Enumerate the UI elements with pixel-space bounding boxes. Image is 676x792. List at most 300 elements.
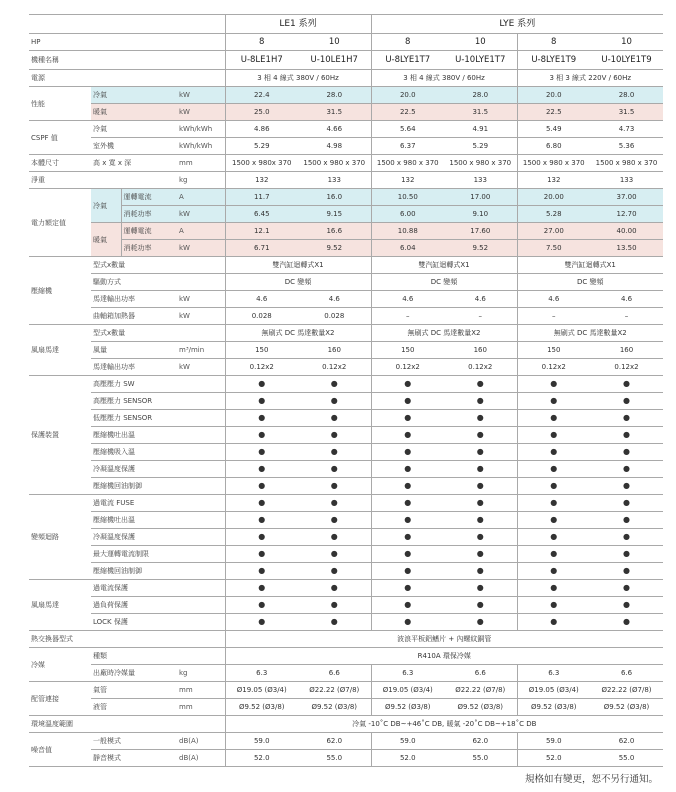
value-cell: 31.5 bbox=[590, 104, 663, 121]
spec-table bbox=[29, 14, 663, 767]
hp-row bbox=[29, 34, 663, 51]
row-label: 本體尺寸 bbox=[29, 155, 91, 172]
value-cell: 59.0 bbox=[517, 733, 590, 750]
hx-row bbox=[29, 631, 663, 648]
value-cell: 20.0 bbox=[517, 87, 590, 104]
value-cell: 10.50 bbox=[371, 189, 444, 206]
value-cell: 17.00 bbox=[444, 189, 517, 206]
fan-protection-row bbox=[29, 580, 663, 597]
value-cell: 22.5 bbox=[517, 104, 590, 121]
bullet-cell: ● bbox=[298, 563, 371, 580]
bullet-cell: ● bbox=[371, 529, 444, 546]
bullet-cell: ● bbox=[371, 580, 444, 597]
value-cell: 4.6 bbox=[444, 291, 517, 308]
elec-cool-power-row bbox=[29, 206, 663, 223]
value-cell: 20.0 bbox=[371, 87, 444, 104]
unit-cell bbox=[177, 393, 225, 410]
bullet-cell: ● bbox=[590, 546, 663, 563]
bullet-cell: ● bbox=[517, 512, 590, 529]
bullet-cell: ● bbox=[590, 444, 663, 461]
bullet-cell: ● bbox=[444, 393, 517, 410]
row-label: 變頻迴路 bbox=[29, 495, 91, 580]
value-cell: 波浪平板鋁鰭片 + 內螺紋銅管 bbox=[225, 631, 663, 648]
bullet-cell: ● bbox=[225, 461, 298, 478]
value-cell: 150 bbox=[517, 342, 590, 359]
sub-label: 壓縮機回油制御 bbox=[91, 563, 177, 580]
unit-cell: dB(A) bbox=[177, 733, 225, 750]
bullet-cell: ● bbox=[298, 478, 371, 495]
bullet-cell: ● bbox=[225, 410, 298, 427]
unit-cell bbox=[177, 444, 225, 461]
bullet-cell: ● bbox=[371, 495, 444, 512]
value-cell: 雙汽缸迴轉式X1 bbox=[371, 257, 517, 274]
series-lye: LYE 系列 bbox=[371, 15, 663, 34]
value-cell: 5.36 bbox=[590, 138, 663, 155]
bullet-cell: ● bbox=[225, 444, 298, 461]
bullet-cell: ● bbox=[590, 529, 663, 546]
value-cell: Ø9.52 (Ø3/8) bbox=[590, 699, 663, 716]
value-cell: 1500 x 980 x 370 bbox=[590, 155, 663, 172]
value-cell: 6.04 bbox=[371, 240, 444, 257]
bullet-cell: ● bbox=[590, 563, 663, 580]
bullet-cell: ● bbox=[371, 393, 444, 410]
pipe-gas-row bbox=[29, 682, 663, 699]
bullet-cell: ● bbox=[444, 444, 517, 461]
value-cell: 0.12x2 bbox=[371, 359, 444, 376]
value-cell: Ø19.05 (Ø3/4) bbox=[225, 682, 298, 699]
bullet-cell: ● bbox=[590, 410, 663, 427]
bullet-cell: ● bbox=[298, 512, 371, 529]
bullet-cell: ● bbox=[298, 461, 371, 478]
bullet-cell: ● bbox=[590, 376, 663, 393]
bullet-cell: ● bbox=[225, 393, 298, 410]
value-cell: 55.0 bbox=[298, 750, 371, 767]
value-cell: 40.00 bbox=[590, 223, 663, 240]
value-cell: 6.80 bbox=[517, 138, 590, 155]
value-cell: Ø22.22 (Ø7/8) bbox=[298, 682, 371, 699]
value-cell: 5.29 bbox=[444, 138, 517, 155]
bullet-cell: ● bbox=[444, 410, 517, 427]
cspf-outdoor-row bbox=[29, 138, 663, 155]
sub-label: 消耗功率 bbox=[121, 240, 177, 257]
bullet-cell: ● bbox=[298, 529, 371, 546]
value-cell: 20.00 bbox=[517, 189, 590, 206]
refrig-kind-row bbox=[29, 648, 663, 665]
bullet-cell: ● bbox=[517, 563, 590, 580]
value-cell: 6.45 bbox=[225, 206, 298, 223]
value-cell: 52.0 bbox=[517, 750, 590, 767]
bullet-cell: ● bbox=[298, 495, 371, 512]
perf-heat-row bbox=[29, 104, 663, 121]
value-cell: 0.12x2 bbox=[517, 359, 590, 376]
value-cell: 4.91 bbox=[444, 121, 517, 138]
unit-cell bbox=[177, 427, 225, 444]
value-cell: 28.0 bbox=[298, 87, 371, 104]
bullet-cell: ● bbox=[517, 410, 590, 427]
bullet-cell: ● bbox=[517, 376, 590, 393]
bullet-cell: ● bbox=[371, 563, 444, 580]
value-cell: 12.70 bbox=[590, 206, 663, 223]
bullet-cell: ● bbox=[298, 444, 371, 461]
bullet-cell: ● bbox=[371, 410, 444, 427]
bullet-cell: ● bbox=[371, 444, 444, 461]
footnote: 規格如有變更，恕不另行通知。 bbox=[524, 774, 658, 785]
header-series-row bbox=[29, 15, 663, 34]
row-label: 冷媒 bbox=[29, 648, 91, 682]
value-cell: 10 bbox=[444, 34, 517, 51]
value-cell: 8 bbox=[371, 34, 444, 51]
noise-quiet-row bbox=[29, 750, 663, 767]
bullet-cell: ● bbox=[298, 597, 371, 614]
bullet-cell: ● bbox=[225, 512, 298, 529]
protection-row bbox=[29, 427, 663, 444]
row-label: 性能 bbox=[29, 87, 91, 121]
bullet-cell: ● bbox=[517, 444, 590, 461]
value-cell: R410A 環保冷媒 bbox=[225, 648, 663, 665]
unit-cell: dB(A) bbox=[177, 750, 225, 767]
value-cell: Ø19.05 (Ø3/4) bbox=[371, 682, 444, 699]
comp-drive-row bbox=[29, 274, 663, 291]
value-cell: – bbox=[517, 308, 590, 325]
unit-cell: kW bbox=[177, 359, 225, 376]
bullet-cell: ● bbox=[225, 529, 298, 546]
unit-cell: kW bbox=[177, 240, 225, 257]
bullet-cell: ● bbox=[444, 546, 517, 563]
bullet-cell: ● bbox=[517, 597, 590, 614]
value-cell: 無刷式 DC 馬達數量X2 bbox=[371, 325, 517, 342]
sub-label: 型式x數量 bbox=[91, 257, 177, 274]
bullet-cell: ● bbox=[298, 410, 371, 427]
value-cell: 22.4 bbox=[225, 87, 298, 104]
value-cell: 62.0 bbox=[444, 733, 517, 750]
value-cell: 22.5 bbox=[371, 104, 444, 121]
value-cell: 132 bbox=[371, 172, 444, 189]
row-label: 配管連接 bbox=[29, 682, 91, 716]
sub-label: 一般模式 bbox=[91, 733, 177, 750]
value-cell: 6.3 bbox=[371, 665, 444, 682]
bullet-cell: ● bbox=[517, 427, 590, 444]
unit-cell: kg bbox=[177, 665, 225, 682]
value-cell: 冷氣 -10˚C DB~+46˚C DB, 暖氣 -20˚C DB~+18˚C DB bbox=[225, 716, 663, 733]
value-cell: 160 bbox=[298, 342, 371, 359]
value-cell: 6.71 bbox=[225, 240, 298, 257]
row-label: 電力額定值 bbox=[29, 189, 91, 257]
unit-cell bbox=[177, 478, 225, 495]
value-cell: 3 相 4 線式 380V / 60Hz bbox=[225, 70, 371, 87]
value-cell: 17.60 bbox=[444, 223, 517, 240]
row-label: 淨重 bbox=[29, 172, 177, 189]
unit-cell: mm bbox=[177, 699, 225, 716]
bullet-cell: ● bbox=[225, 427, 298, 444]
fan-motor-row bbox=[29, 359, 663, 376]
value-cell: Ø22.22 (Ø7/8) bbox=[590, 682, 663, 699]
value-cell: 59.0 bbox=[371, 733, 444, 750]
value-cell: 160 bbox=[444, 342, 517, 359]
value-cell: 8 bbox=[517, 34, 590, 51]
value-cell: 13.50 bbox=[590, 240, 663, 257]
value-cell: DC 變頻 bbox=[225, 274, 371, 291]
value-cell: 4.86 bbox=[225, 121, 298, 138]
bullet-cell: ● bbox=[444, 427, 517, 444]
sub-label: 壓縮機回油制御 bbox=[91, 478, 177, 495]
sub-label: 驅動方式 bbox=[91, 274, 177, 291]
bullet-cell: ● bbox=[590, 580, 663, 597]
value-cell: 5.64 bbox=[371, 121, 444, 138]
value-cell: 10 bbox=[298, 34, 371, 51]
sub-label: 消耗功率 bbox=[121, 206, 177, 223]
bullet-cell: ● bbox=[590, 393, 663, 410]
bullet-cell: ● bbox=[444, 478, 517, 495]
unit-cell: kW bbox=[177, 206, 225, 223]
unit-cell: kWh/kWh bbox=[177, 121, 225, 138]
sub-label: 靜音模式 bbox=[91, 750, 177, 767]
sub-label: 種類 bbox=[91, 648, 177, 665]
unit-cell bbox=[177, 257, 225, 274]
unit-cell: kg bbox=[177, 172, 225, 189]
fan-protection-row bbox=[29, 597, 663, 614]
value-cell: 6.00 bbox=[371, 206, 444, 223]
unit-cell: m³/min bbox=[177, 342, 225, 359]
value-cell: 9.52 bbox=[444, 240, 517, 257]
unit-cell bbox=[177, 410, 225, 427]
series-le1: LE1 系列 bbox=[225, 15, 371, 34]
sub-label: 低壓壓力 SENSOR bbox=[91, 410, 177, 427]
elec-heat-power-row bbox=[29, 240, 663, 257]
value-cell: DC 變頻 bbox=[371, 274, 517, 291]
value-cell: 62.0 bbox=[298, 733, 371, 750]
bullet-cell: ● bbox=[444, 461, 517, 478]
sub-label: 冷氣 bbox=[91, 189, 121, 223]
perf-cool-row bbox=[29, 87, 663, 104]
sub-label: 暖氣 bbox=[91, 104, 177, 121]
inverter-row bbox=[29, 495, 663, 512]
value-cell: 62.0 bbox=[590, 733, 663, 750]
sub-label: 運轉電流 bbox=[121, 223, 177, 240]
bullet-cell: ● bbox=[444, 495, 517, 512]
value-cell: 25.0 bbox=[225, 104, 298, 121]
bullet-cell: ● bbox=[444, 563, 517, 580]
bullet-cell: ● bbox=[371, 427, 444, 444]
unit-cell bbox=[177, 512, 225, 529]
value-cell: – bbox=[444, 308, 517, 325]
bullet-cell: ● bbox=[517, 546, 590, 563]
bullet-cell: ● bbox=[517, 393, 590, 410]
unit-cell bbox=[177, 325, 225, 342]
value-cell: 0.028 bbox=[298, 308, 371, 325]
unit-cell: kW bbox=[177, 291, 225, 308]
unit-cell bbox=[177, 580, 225, 597]
bullet-cell: ● bbox=[225, 597, 298, 614]
value-cell: 5.29 bbox=[225, 138, 298, 155]
bullet-cell: ● bbox=[590, 614, 663, 631]
value-cell: 133 bbox=[444, 172, 517, 189]
bullet-cell: ● bbox=[444, 580, 517, 597]
value-cell: – bbox=[371, 308, 444, 325]
comp-motor-row bbox=[29, 291, 663, 308]
value-cell: 132 bbox=[225, 172, 298, 189]
value-cell: 0.028 bbox=[225, 308, 298, 325]
value-cell: 3 相 4 線式 380V / 60Hz bbox=[371, 70, 517, 87]
value-cell: 52.0 bbox=[371, 750, 444, 767]
sub-label: 出廠時冷媒量 bbox=[91, 665, 177, 682]
bullet-cell: ● bbox=[371, 478, 444, 495]
value-cell: 4.66 bbox=[298, 121, 371, 138]
bullet-cell: ● bbox=[517, 461, 590, 478]
unit-cell: A bbox=[177, 189, 225, 206]
value-cell: Ø9.52 (Ø3/8) bbox=[225, 699, 298, 716]
value-cell: 9.10 bbox=[444, 206, 517, 223]
value-cell: 133 bbox=[590, 172, 663, 189]
unit-cell: kW bbox=[177, 308, 225, 325]
sub-label: 高壓壓力 SENSOR bbox=[91, 393, 177, 410]
value-cell: 5.49 bbox=[517, 121, 590, 138]
sub-label: 曲軸箱加熱器 bbox=[91, 308, 177, 325]
value-cell: 27.00 bbox=[517, 223, 590, 240]
unit-cell: mm bbox=[177, 682, 225, 699]
value-cell: 160 bbox=[590, 342, 663, 359]
value-cell: 28.0 bbox=[444, 87, 517, 104]
bullet-cell: ● bbox=[298, 614, 371, 631]
value-cell: 4.6 bbox=[225, 291, 298, 308]
blank-cell bbox=[29, 15, 225, 34]
row-label: 環境溫度範圍 bbox=[29, 716, 225, 733]
sub-label: 最大運轉電流制限 bbox=[91, 546, 177, 563]
value-cell: 59.0 bbox=[225, 733, 298, 750]
bullet-cell: ● bbox=[444, 512, 517, 529]
unit-cell bbox=[177, 597, 225, 614]
unit-cell: kW bbox=[177, 87, 225, 104]
unit-cell: mm bbox=[177, 155, 225, 172]
sub-label: 氣管 bbox=[91, 682, 177, 699]
row-label: 壓縮機 bbox=[29, 257, 91, 325]
value-cell: 無刷式 DC 馬達數量X2 bbox=[517, 325, 663, 342]
fan-flow-row bbox=[29, 342, 663, 359]
sub-label: 高 x 寬 x 深 bbox=[91, 155, 177, 172]
value-cell: 9.52 bbox=[298, 240, 371, 257]
sub-label: 冷氣 bbox=[91, 121, 177, 138]
value-cell: 16.6 bbox=[298, 223, 371, 240]
value-cell: 28.0 bbox=[590, 87, 663, 104]
refrig-charge-row bbox=[29, 665, 663, 682]
cspf-cool-row bbox=[29, 121, 663, 138]
unit-cell: kWh/kWh bbox=[177, 138, 225, 155]
value-cell: Ø9.52 (Ø3/8) bbox=[371, 699, 444, 716]
value-cell: U-10LYE1T9 bbox=[590, 51, 663, 70]
row-label: 風扇馬達 bbox=[29, 580, 91, 631]
bullet-cell: ● bbox=[225, 614, 298, 631]
sub-label: 冷凝溫度保護 bbox=[91, 461, 177, 478]
bullet-cell: ● bbox=[298, 376, 371, 393]
sub-label: 冷凝溫度保護 bbox=[91, 529, 177, 546]
value-cell: 1500 x 980 x 370 bbox=[517, 155, 590, 172]
value-cell: 3 相 3 線式 220V / 60Hz bbox=[517, 70, 663, 87]
row-label: 風扇馬達 bbox=[29, 325, 91, 376]
bullet-cell: ● bbox=[225, 495, 298, 512]
unit-cell bbox=[177, 614, 225, 631]
comp-type-row bbox=[29, 257, 663, 274]
row-label: HP bbox=[29, 34, 225, 51]
bullet-cell: ● bbox=[590, 478, 663, 495]
bullet-cell: ● bbox=[590, 495, 663, 512]
value-cell: 12.1 bbox=[225, 223, 298, 240]
unit-cell bbox=[177, 376, 225, 393]
value-cell: 11.7 bbox=[225, 189, 298, 206]
sub-label: 過電流 FUSE bbox=[91, 495, 177, 512]
value-cell: 16.0 bbox=[298, 189, 371, 206]
value-cell: – bbox=[590, 308, 663, 325]
sub-label: 壓縮機吐出溫 bbox=[91, 427, 177, 444]
unit-cell bbox=[177, 461, 225, 478]
value-cell: 1500 x 980 x 370 bbox=[371, 155, 444, 172]
unit-cell bbox=[177, 274, 225, 291]
value-cell: 55.0 bbox=[444, 750, 517, 767]
size-row bbox=[29, 155, 663, 172]
bullet-cell: ● bbox=[298, 580, 371, 597]
sub-label: 型式x數量 bbox=[91, 325, 177, 342]
sub-label: 暖氣 bbox=[91, 223, 121, 257]
value-cell: 7.50 bbox=[517, 240, 590, 257]
bullet-cell: ● bbox=[590, 461, 663, 478]
bullet-cell: ● bbox=[225, 376, 298, 393]
unit-cell: A bbox=[177, 223, 225, 240]
sub-label: 冷氣 bbox=[91, 87, 177, 104]
value-cell: 6.3 bbox=[225, 665, 298, 682]
bullet-cell: ● bbox=[371, 461, 444, 478]
value-cell: 0.12x2 bbox=[590, 359, 663, 376]
bullet-cell: ● bbox=[371, 512, 444, 529]
value-cell: 0.12x2 bbox=[225, 359, 298, 376]
value-cell: U-8LYE1T7 bbox=[371, 51, 444, 70]
unit-cell bbox=[177, 529, 225, 546]
sub-label: 室外機 bbox=[91, 138, 177, 155]
bullet-cell: ● bbox=[371, 597, 444, 614]
value-cell: 4.6 bbox=[298, 291, 371, 308]
bullet-cell: ● bbox=[225, 546, 298, 563]
value-cell: 無刷式 DC 馬達數量X2 bbox=[225, 325, 371, 342]
sub-label: 液管 bbox=[91, 699, 177, 716]
value-cell: 雙汽缸迴轉式X1 bbox=[517, 257, 663, 274]
value-cell: 132 bbox=[517, 172, 590, 189]
value-cell: 37.00 bbox=[590, 189, 663, 206]
weight-row bbox=[29, 172, 663, 189]
row-label: 電源 bbox=[29, 70, 225, 87]
sub-label: 高壓壓力 SW bbox=[91, 376, 177, 393]
pipe-liquid-row bbox=[29, 699, 663, 716]
bullet-cell: ● bbox=[517, 580, 590, 597]
bullet-cell: ● bbox=[517, 529, 590, 546]
inverter-row bbox=[29, 546, 663, 563]
value-cell: 31.5 bbox=[444, 104, 517, 121]
value-cell: 1500 x 980 x 370 bbox=[298, 155, 371, 172]
bullet-cell: ● bbox=[371, 614, 444, 631]
value-cell: 133 bbox=[298, 172, 371, 189]
value-cell: 10 bbox=[590, 34, 663, 51]
value-cell: 31.5 bbox=[298, 104, 371, 121]
value-cell: 9.15 bbox=[298, 206, 371, 223]
value-cell: 150 bbox=[371, 342, 444, 359]
protection-row bbox=[29, 461, 663, 478]
bullet-cell: ● bbox=[298, 546, 371, 563]
bullet-cell: ● bbox=[590, 597, 663, 614]
value-cell: 6.6 bbox=[590, 665, 663, 682]
model-row bbox=[29, 51, 663, 70]
row-label: CSPF 值 bbox=[29, 121, 91, 155]
bullet-cell: ● bbox=[371, 546, 444, 563]
bullet-cell: ● bbox=[517, 495, 590, 512]
unit-cell bbox=[177, 648, 225, 665]
sub-label: 過電流保護 bbox=[91, 580, 177, 597]
sub-label: 風量 bbox=[91, 342, 177, 359]
